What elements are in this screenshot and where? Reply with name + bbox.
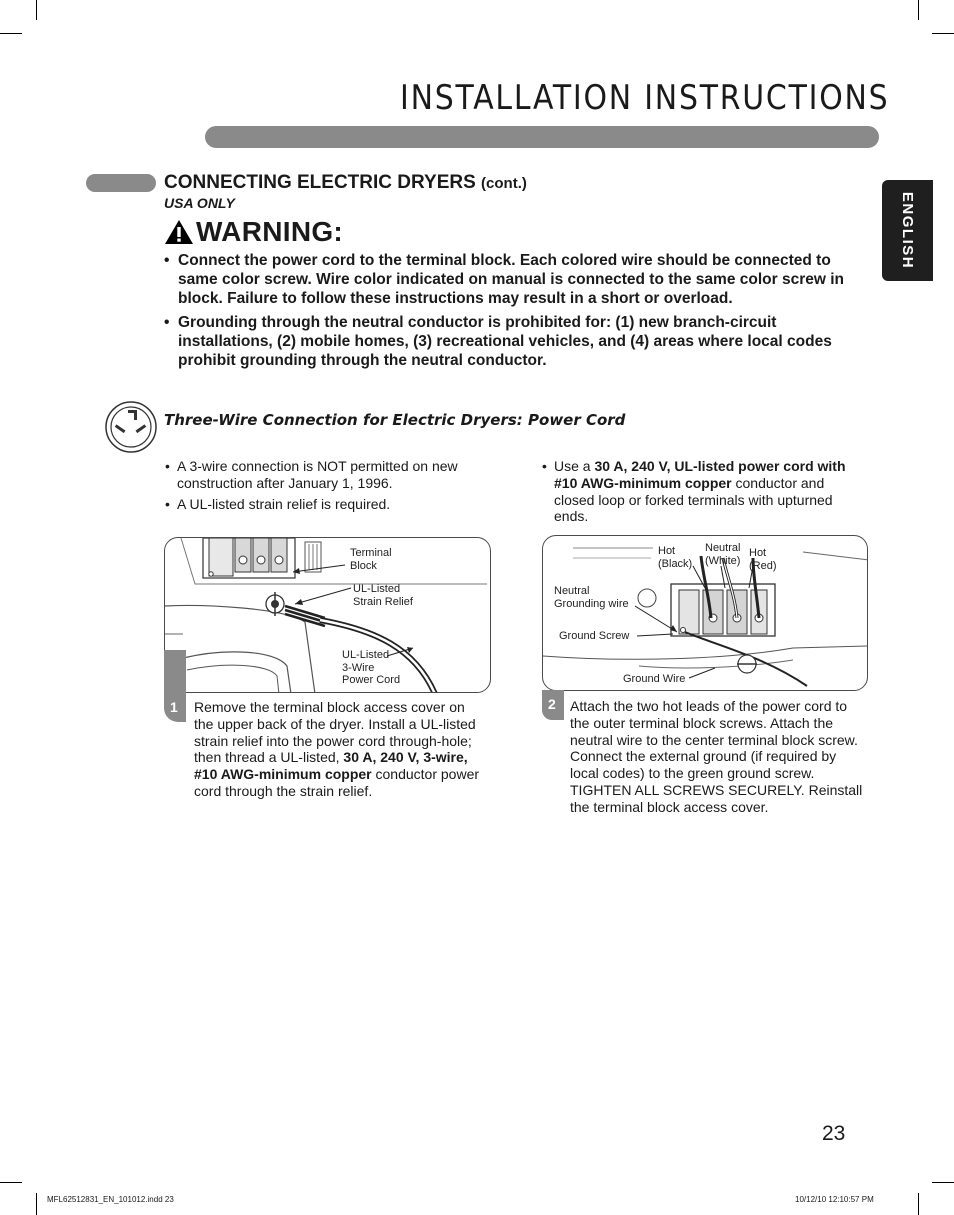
label-line: Neutral [554, 585, 590, 597]
language-tab-label: ENGLISH [899, 191, 916, 270]
crop-mark [932, 33, 954, 34]
step-1-tab [164, 650, 186, 722]
crop-mark [0, 33, 22, 34]
list-item: • A UL-listed strain relief is required. [165, 496, 495, 513]
dryer-back-illustration [165, 538, 491, 693]
step-2-number: 2 [548, 696, 556, 712]
warning-list [164, 251, 854, 374]
neutral-white-label [705, 542, 740, 567]
warning-item: • Grounding through the neutral conductor is prohibited for: (1) new branch-circuit installations, (2) mobile homes, (3) recreational vehicles, and (4) areas where local codes prohibit grounding through the neutral conductor. [164, 313, 854, 371]
figure-wire-connection [542, 535, 868, 691]
crop-mark [932, 1182, 954, 1183]
crop-mark [36, 1193, 37, 1215]
footer-file-info: MFL62512831_EN_101012.indd 23 [47, 1195, 174, 1204]
footer-timestamp: 10/12/10 12:10:57 PM [795, 1195, 874, 1204]
list-item [542, 458, 852, 525]
label-line: Strain Relief [353, 595, 413, 608]
language-tab[interactable] [882, 180, 933, 281]
spec-prefix: Use a [554, 458, 595, 474]
neutral-grounding-wire-label [554, 585, 629, 610]
label-line: Terminal [350, 547, 392, 559]
section-title-suffix: (cont.) [481, 175, 527, 192]
label-line: Power Cord [342, 674, 401, 687]
warning-item: • Connect the power cord to the terminal block. Each colored wire should be connected to same color screw. Wire color indicated on manual is connected to the same color screw in block. Failure to follow these instructions may result in a short or overload. [164, 251, 854, 309]
step-1-text [194, 699, 484, 800]
section-pill [86, 174, 156, 192]
subsection-title: Three-Wire Connection for Electric Dryers: Power Cord [164, 411, 626, 429]
label-line: 3-Wire [342, 661, 375, 674]
ground-wire-label: Ground Wire [623, 673, 686, 685]
page-number: 23 [822, 1122, 846, 1145]
label-line: UL-Listed [342, 649, 390, 661]
page-title: INSTALLATION INSTRUCTIONS [400, 78, 890, 118]
requirements-list [165, 458, 495, 516]
title-bar [205, 126, 879, 148]
label-line: (Red) [749, 559, 777, 572]
label-line: Hot [749, 547, 767, 559]
spec-suffix: conductor and closed loop or forked terminals with upturned ends. [554, 474, 833, 525]
step-1-text-a: Remove the terminal block access cover on the upper back of the dryer. Install a UL-listed strain relief into the power cord through-hole; then thread a UL-listed, [194, 699, 476, 766]
label-line: (White) [705, 554, 741, 567]
warning-heading [164, 216, 343, 248]
figure-terminal-block-strain-relief [164, 537, 491, 693]
section-title-text: CONNECTING ELECTRIC DRYERS [164, 172, 476, 193]
power-cord-label [342, 649, 400, 687]
section-title [164, 172, 527, 194]
hot-red-label [749, 547, 777, 572]
step-1-text-b: conductor power cord through the strain relief. [194, 766, 480, 799]
spec-bold: 30 A, 240 V, UL-listed power cord with #10 AWG-minimum copper [554, 458, 846, 491]
step-2-tab [542, 690, 564, 720]
step-2-text: Attach the two hot leads of the power cord to the outer terminal block screws. Attach the neutral wire to the center terminal block screw. Connect the external ground (if required by local codes) to the green ground screw. TIGHTEN ALL SCREWS SECURELY. Reinstall the terminal block access cover. [570, 698, 863, 815]
label-line: Hot [658, 545, 676, 557]
label-line: Block [350, 559, 377, 572]
label-line: Grounding wire [554, 597, 629, 610]
hot-black-label [658, 545, 692, 570]
label-line: UL-Listed [353, 583, 401, 595]
step-1-bold: 30 A, 240 V, 3-wire, #10 AWG-minimum copper [194, 749, 468, 783]
strain-relief-label [353, 583, 413, 608]
crop-mark [918, 0, 919, 20]
warning-triangle-icon [164, 219, 194, 245]
terminal-block-label [350, 547, 392, 572]
crop-mark [36, 0, 37, 20]
warning-label: WARNING: [196, 216, 344, 247]
ground-screw-label: Ground Screw [559, 630, 630, 642]
section-subtitle: USA ONLY [164, 195, 235, 211]
crop-mark [0, 1182, 22, 1183]
crop-mark [918, 1193, 919, 1215]
label-line: Neutral [705, 542, 741, 554]
power-cord-spec-list [542, 458, 852, 529]
step-1-number: 1 [170, 699, 178, 715]
label-line: (Black) [658, 557, 693, 570]
list-item: • A 3-wire connection is NOT permitted on new construction after January 1, 1996. [165, 458, 495, 492]
three-prong-outlet-icon [104, 400, 158, 454]
